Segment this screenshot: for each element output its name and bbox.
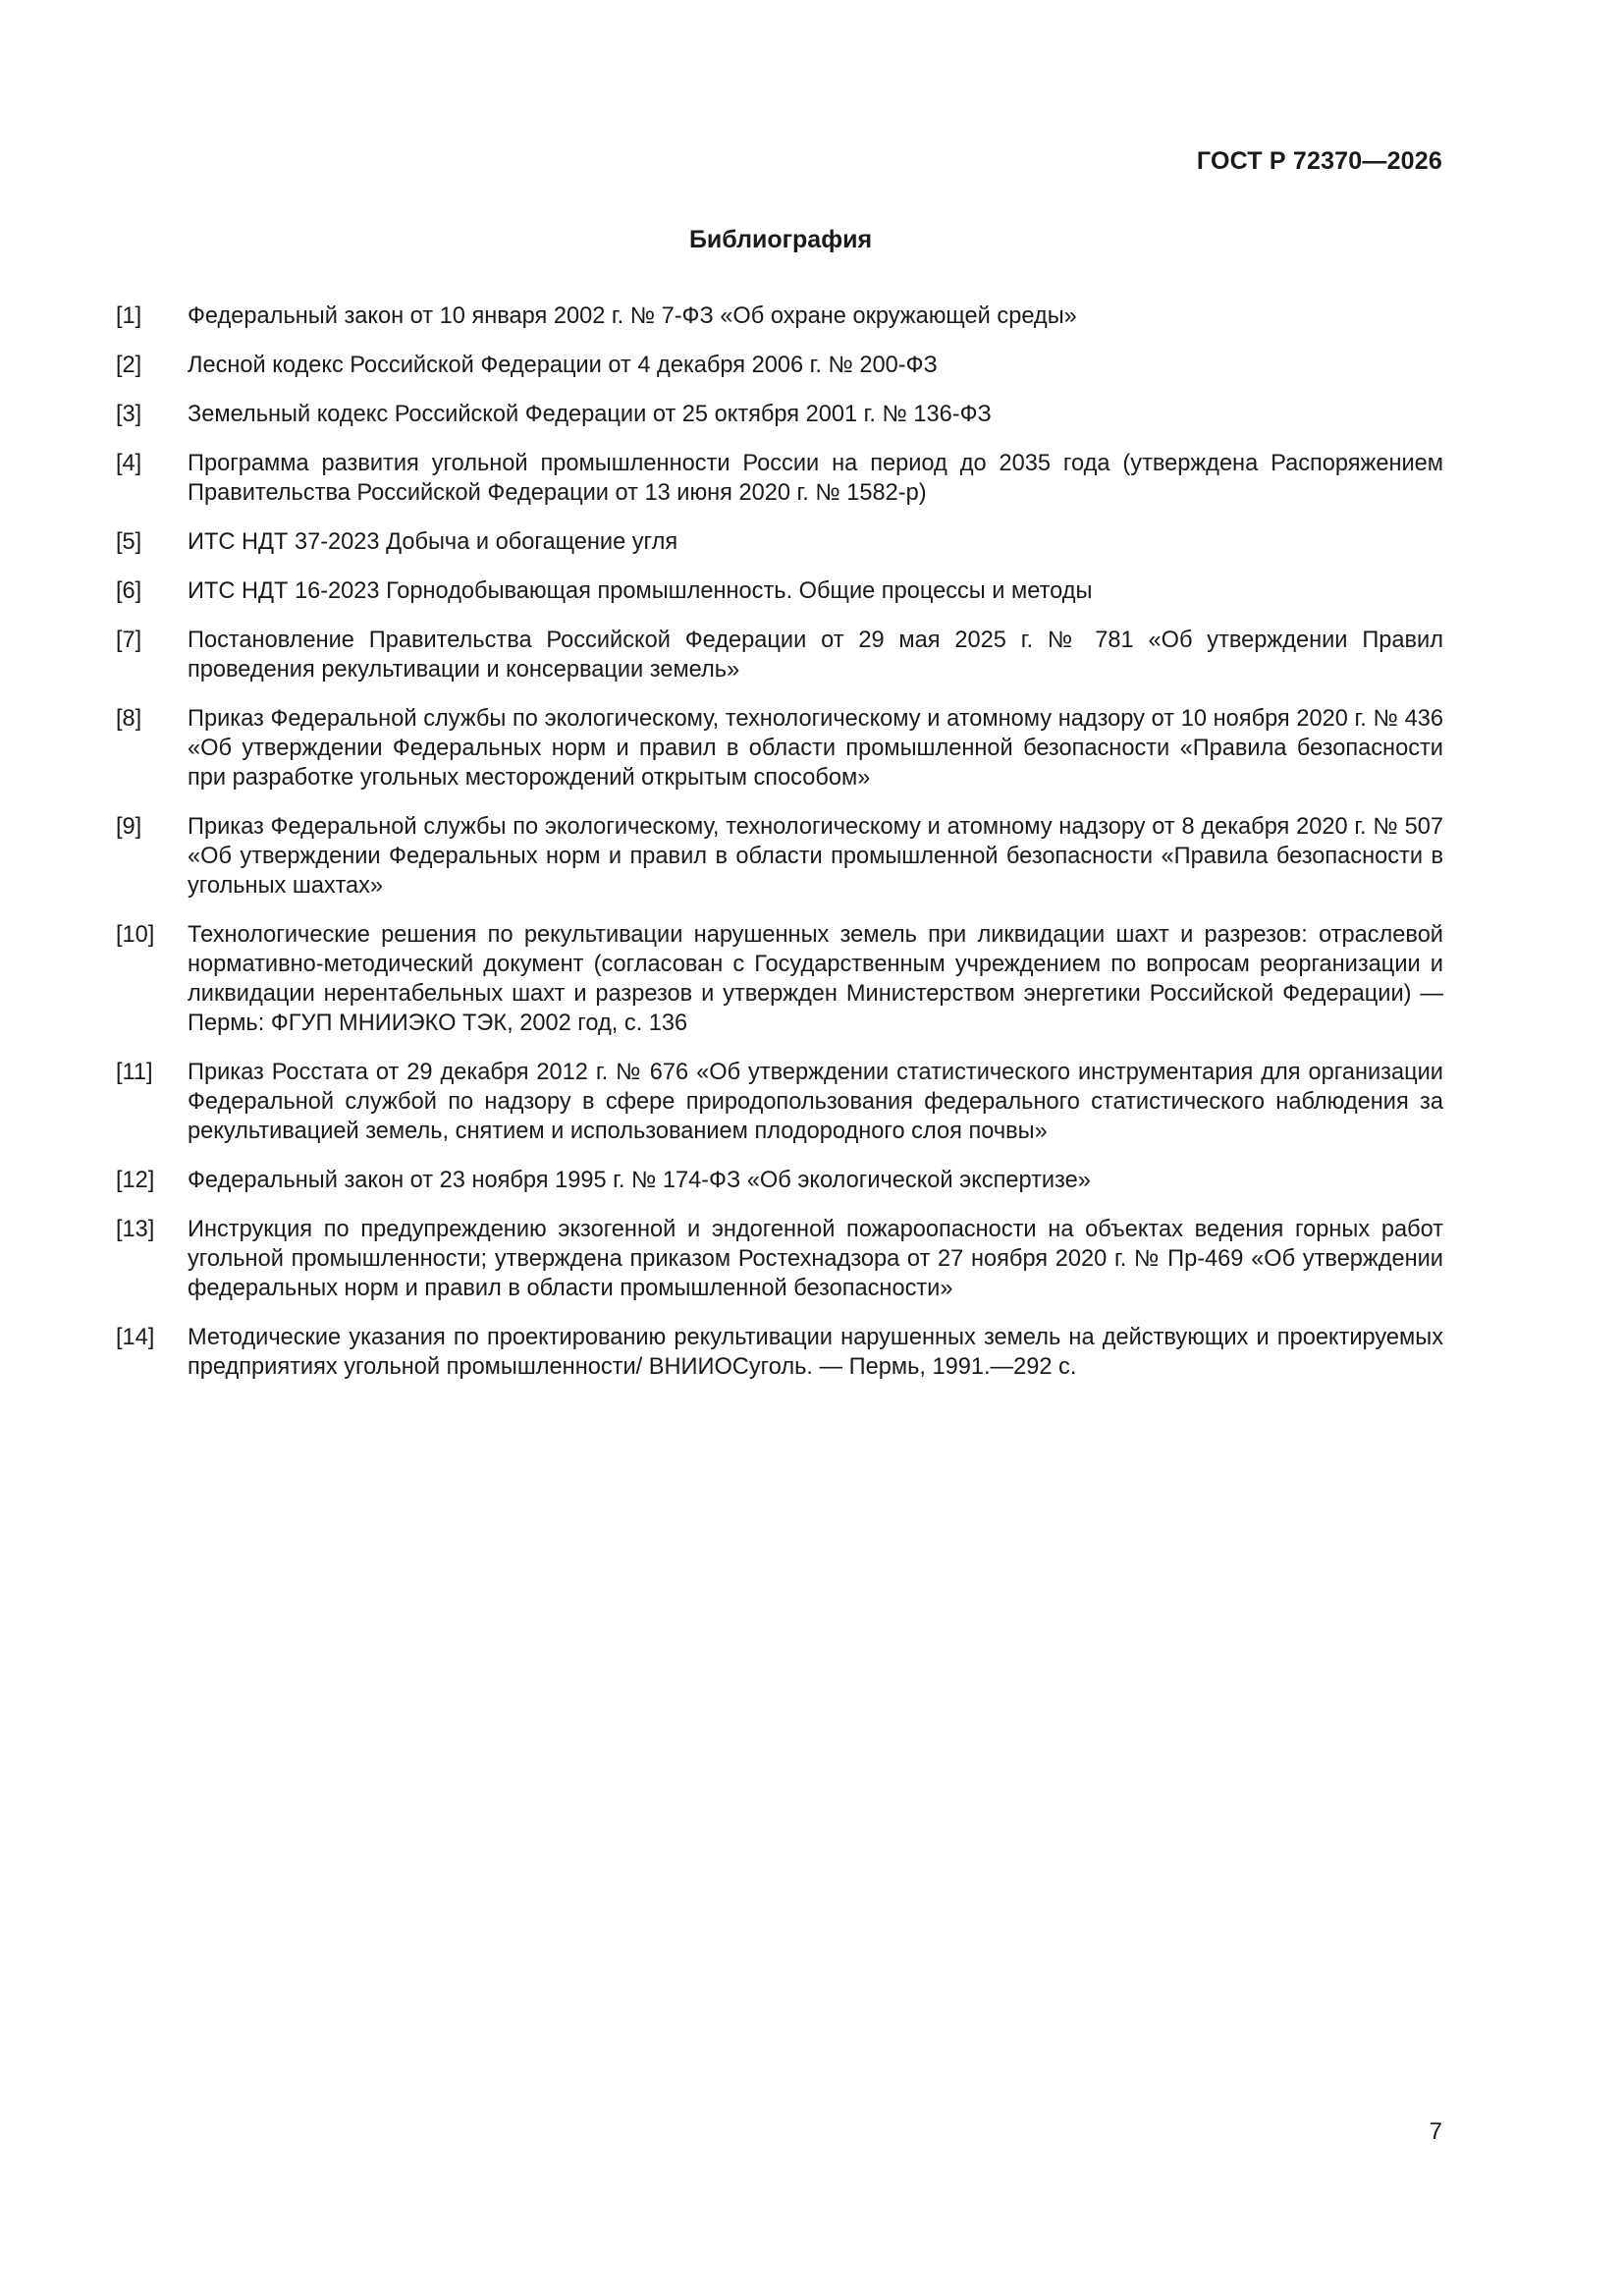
bibliography-entry-number: [8] [116,706,142,732]
bibliography-entry-text: Инструкция по предупреждению экзогенной и эндогенной пожароопасности на объектах ведения горных работ угольной промышленности; утверждена приказом Ростехнадзора от 27 ноября 2020 г. № Пр-469 «Об утверждении федеральных норм и правил в области промышленной безопасности» [188,1217,1443,1301]
bibliography-entry-text: Федеральный закон от 23 ноября 1995 г. № 174-ФЗ «Об экологической экспертизе» [188,1168,1091,1193]
bibliography-entry-number: [1] [116,303,142,329]
bibliography-entry [116,449,1443,508]
bibliography-entry [116,920,1443,1038]
page-number: 7 [1429,2118,1442,2145]
bibliography-entry-text: Приказ Федеральной службы по экологическому, технологическому и атомному надзору от 10 ноября 2020 г. № 436 «Об утверждении Федеральных норм и правил в области промышленной безопасности «Правила безопасности при разработке угольных месторождений открытым способом» [188,706,1443,791]
bibliography-entry [116,301,1443,331]
bibliography-entry-number: [2] [116,353,142,378]
document-code: ГОСТ Р 72370—2026 [1196,147,1442,175]
bibliography-entry-text: Технологические решения по рекультивации нарушенных земель при ликвидации шахт и разрезов: отраслевой нормативно-методический документ (согласован с Государственным учреждением по вопросам реорганизации и ликвидации нерентабельных шахт и разрезов и утвержден Министерством энергетики Российской Федерации) — Пермь: ФГУП МНИИЭКО ТЭК, 2002 год, с. 136 [188,922,1443,1036]
bibliography-entry-text: Приказ Федеральной службы по экологическому, технологическому и атомному надзору от 8 декабря 2020 г. № 507 «Об утверждении Федеральных норм и правил в области промышленной безопасности «Правила безопасности в угольных шахтах» [188,814,1443,899]
bibliography-entry [116,527,1443,557]
bibliography-entry-number: [6] [116,578,142,604]
bibliography-entry-text: Программа развития угольной промышленности России на период до 2035 года (утверждена Распоряжением Правительства Российской Федерации от 13 июня 2020 г. № 1582-р) [188,451,1443,506]
bibliography-entry-text: Методические указания по проектированию рекультивации нарушенных земель на действующих и проектируемых предприятиях угольной промышленности/ ВНИИОСуголь. — Пермь, 1991.—292 с. [188,1325,1443,1380]
bibliography-entry [116,576,1443,606]
bibliography-entry-text: ИТС НДТ 16-2023 Горнодобывающая промышленность. Общие процессы и методы [188,578,1093,604]
bibliography-entry-number: [13] [116,1217,155,1242]
bibliography-entry [116,1323,1443,1382]
bibliography-entry-text: Лесной кодекс Российской Федерации от 4 декабря 2006 г. № 200-ФЗ [188,353,938,378]
bibliography-entry-number: [3] [116,402,142,427]
bibliography-entry [116,351,1443,380]
bibliography-entry-number: [12] [116,1168,155,1193]
section-title: Библиография [688,226,873,253]
bibliography-entry-number: [7] [116,628,142,653]
bibliography-entry [116,1166,1443,1195]
bibliography-entry [116,400,1443,429]
bibliography-entry [116,1058,1443,1146]
bibliography-entry-text: ИТС НДТ 37-2023 Добыча и обогащение угля [188,529,678,555]
bibliography-entry-text: Федеральный закон от 10 января 2002 г. № 7-ФЗ «Об охране окружающей среды» [188,303,1077,329]
bibliography-entry-number: [4] [116,451,142,476]
bibliography-entry [116,1215,1443,1303]
bibliography-entry-number: [9] [116,814,142,840]
bibliography-entry-number: [5] [116,529,142,555]
bibliography-entry-text: Земельный кодекс Российской Федерации от 25 октября 2001 г. № 136-ФЗ [188,402,992,427]
bibliography-entry-number: [11] [116,1060,153,1085]
bibliography-entry-number: [10] [116,922,155,948]
bibliography-entry [116,812,1443,901]
bibliography-entry-number: [14] [116,1325,155,1350]
bibliography-list [116,301,1443,1401]
bibliography-entry [116,704,1443,793]
bibliography-entry [116,626,1443,684]
bibliography-entry-text: Приказ Росстата от 29 декабря 2012 г. № 676 «Об утверждении статистического инструментария для организации Федеральной службой по надзору в сфере природопользования федерального статистического наблюдения за рекультивацией земель, снятием и использованием плодородного слоя почвы» [188,1060,1443,1144]
bibliography-entry-text: Постановление Правительства Российской Федерации от 29 мая 2025 г. № 781 «Об утверждении Правил проведения рекультивации и консервации земель» [188,628,1443,683]
